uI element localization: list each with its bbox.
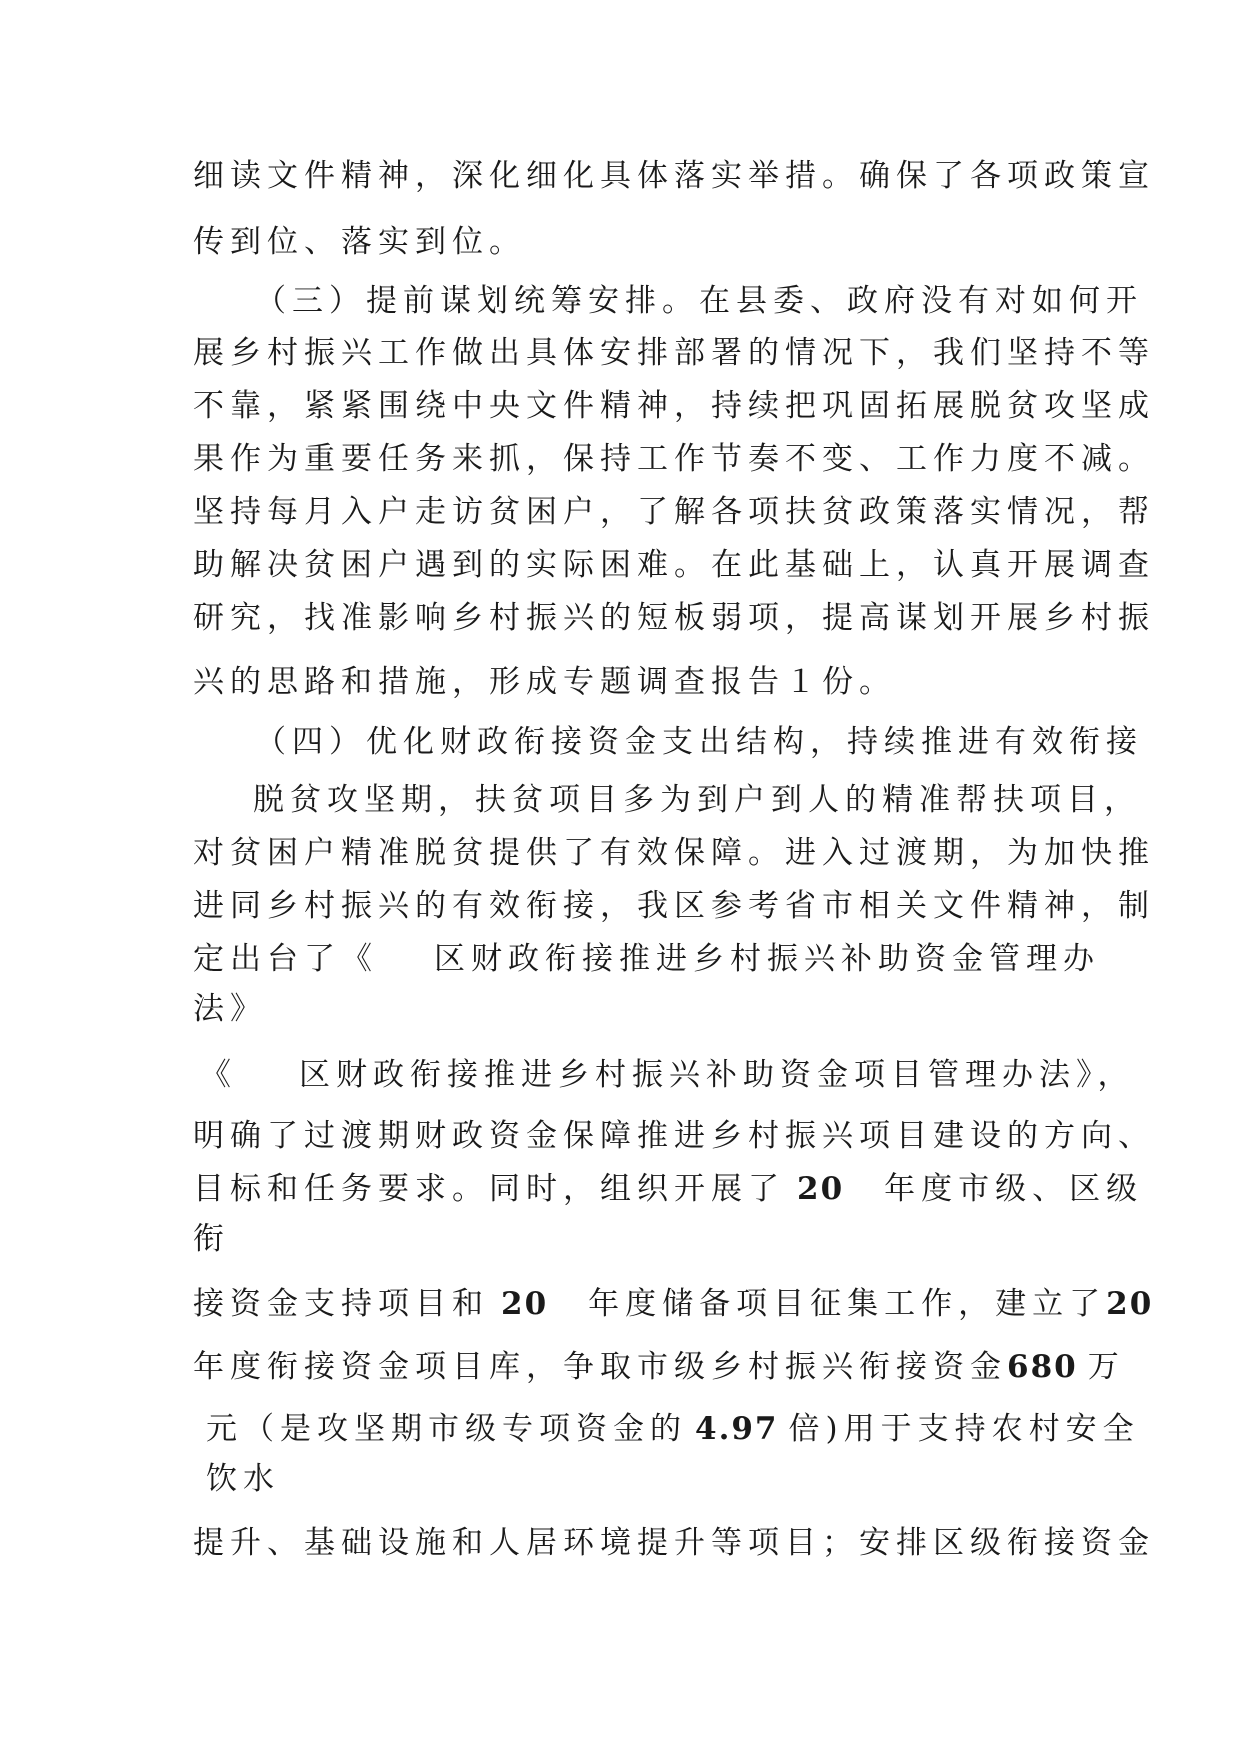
year-number: 20 <box>797 1171 845 1207</box>
text-span: 倍)用于支持农村安全 <box>788 1411 1140 1447</box>
paragraph-line: 助解决贫困户遇到的实际困难。在此基础上，认真开展调查 <box>193 547 1155 583</box>
section-heading-4: （四）优化财政衔接资金支出结构，持续推进有效衔接 <box>255 724 1143 760</box>
paragraph-line: 展乡村振兴工作做出具体安排部署的情况下，我们坚持不等 <box>193 335 1155 371</box>
paragraph-line <box>193 1169 1143 1209</box>
paragraph-line: 兴的思路和措施，形成专题调查报告１份。 <box>193 664 896 700</box>
text-span: 万 <box>1087 1349 1125 1385</box>
text-span: 定出台了《 <box>193 941 378 977</box>
paragraph-line <box>200 1055 1135 1095</box>
year-number: 20 <box>501 1286 549 1322</box>
text-span: 《 <box>200 1057 237 1093</box>
paragraph-line: 脱贫攻坚期，扶贫项目多为到户到人的精准帮扶项目， <box>253 782 1141 818</box>
section-heading-3: （三）提前谋划统筹安排。在县委、政府没有对如何开 <box>255 283 1143 319</box>
paragraph-line: 进同乡村振兴的有效衔接，我区参考省市相关文件精神，制 <box>193 888 1155 924</box>
paragraph-line: 对贫困户精准脱贫提供了有效保障。进入过渡期，为加快推 <box>193 835 1155 871</box>
text-span: 接资金支持项目和 <box>193 1286 489 1322</box>
text-span: 元（是攻坚期市级专项资金的 <box>206 1411 687 1447</box>
paragraph-line: 果作为重要任务来抓，保持工作节奏不变、工作力度不减。 <box>193 441 1155 477</box>
amount-number: 680 <box>1007 1349 1078 1385</box>
paragraph-line <box>206 1409 1140 1449</box>
paragraph-line <box>193 1347 1125 1387</box>
paragraph-line <box>193 939 1100 979</box>
text-span: 区财政衔接推进乡村振兴补助资金管理办 <box>434 941 1100 977</box>
year-number: 20 <box>1106 1286 1154 1322</box>
ratio-number: 4.97 <box>695 1411 779 1447</box>
paragraph-line: 饮水 <box>206 1461 280 1497</box>
paragraph-line: 法》 <box>193 991 267 1027</box>
paragraph-line: 坚持每月入户走访贫困户，了解各项扶贫政策落实情况，帮 <box>193 494 1155 530</box>
paragraph-line: 衔 <box>193 1221 230 1257</box>
text-span: 目标和任务要求。同时，组织开展了 <box>193 1171 785 1207</box>
text-span: 年度储备项目征集工作，建立了 <box>588 1286 1107 1322</box>
paragraph-line: 不靠，紧紧围绕中央文件精神，持续把巩固拓展脱贫攻坚成 <box>193 388 1155 424</box>
paragraph-line: 研究，找准影响乡村振兴的短板弱项，提高谋划开展乡村振 <box>193 600 1155 636</box>
paragraph-line: 传到位、落实到位。 <box>193 224 526 260</box>
text-span: 年度市级、区级 <box>884 1171 1144 1207</box>
paragraph-line: 细读文件精神，深化细化具体落实举措。确保了各项政策宣 <box>193 158 1155 194</box>
paragraph-line: 提升、基础设施和人居环境提升等项目；安排区级衔接资金 <box>193 1525 1155 1561</box>
text-span: 年度衔接资金项目库，争取市级乡村振兴衔接资金 <box>193 1349 1007 1385</box>
paragraph-line: 明确了过渡期财政资金保障推进乡村振兴项目建设的方向、 <box>193 1118 1155 1154</box>
paragraph-line <box>193 1284 1153 1324</box>
text-span: 区财政衔接推进乡村振兴补助资金项目管理办法》， <box>299 1057 1135 1093</box>
